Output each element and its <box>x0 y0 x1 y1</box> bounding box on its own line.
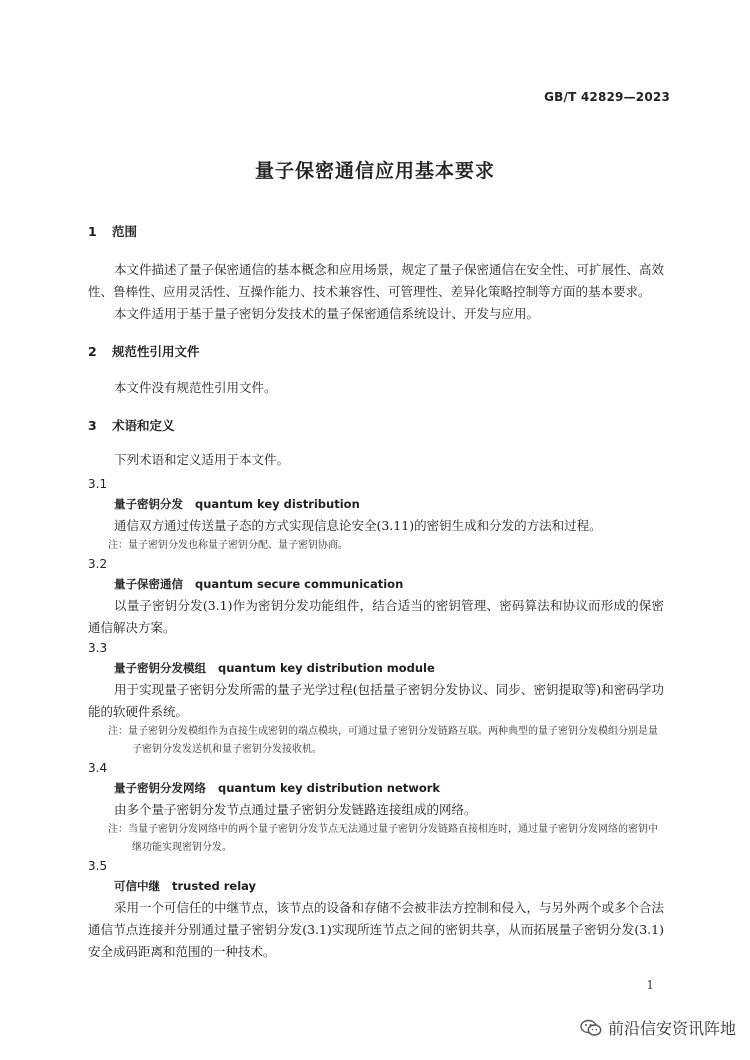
section-heading-2 <box>88 342 664 360</box>
term-number: 3.5 <box>88 859 108 873</box>
term-entry-3-5 <box>88 857 664 963</box>
document-body <box>88 222 664 963</box>
paragraph: 本文件适用于基于量子密钥分发技术的量子保密通信系统设计、开发与应用。 <box>114 306 540 321</box>
term-entry-3-3 <box>88 639 664 759</box>
section-title: 规范性引用文件 <box>112 344 200 359</box>
term-entry-3-2 <box>88 555 664 639</box>
term-zh: 量子密钥分发模组 <box>114 661 206 675</box>
watermark-text: 前沿信安资讯阵地 <box>607 1019 736 1038</box>
term-number: 3.3 <box>88 641 108 655</box>
term-zh: 量子保密通信 <box>114 577 183 591</box>
term-entry-3-4 <box>88 759 664 857</box>
term-heading <box>88 573 664 595</box>
section-number: 3 <box>88 418 97 433</box>
document-title: 量子保密通信应用基本要求 <box>254 160 495 182</box>
paragraph: 下列术语和定义适用于本文件。 <box>114 452 290 467</box>
term-note: 注：量子密钥分发模组作为直接生成密钥的端点模块，可通过量子密钥分发链路互联。两种典型的量子密钥分发模组分别是量子密钥分发发送机和量子密钥分发接收机。 <box>108 726 658 755</box>
term-definition: 通信双方通过传送量子态的方式实现信息论安全(3.11)的密钥生成和分发的方法和过程。 <box>114 518 602 533</box>
term-heading <box>88 875 664 897</box>
term-zh: 量子密钥分发网络 <box>114 781 206 795</box>
term-en: quantum secure communication <box>195 577 404 591</box>
standard-number: GB/T 42829—2023 <box>544 90 670 104</box>
term-en: quantum key distribution <box>195 497 360 511</box>
term-number: 3.2 <box>88 557 108 571</box>
term-number: 3.4 <box>88 761 108 775</box>
watermark <box>580 1016 736 1039</box>
term-definition: 以量子密钥分发(3.1)作为密钥分发功能组件，结合适当的密钥管理、密码算法和协议而形成的保密通信解决方案。 <box>88 598 664 635</box>
term-heading <box>88 777 664 799</box>
term-definition: 由多个量子密钥分发节点通过量子密钥分发链路连接组成的网络。 <box>114 802 477 817</box>
section-title: 范围 <box>112 224 138 239</box>
wechat-icon <box>580 1019 602 1037</box>
section-number: 1 <box>88 224 97 239</box>
term-definition: 用于实现量子密钥分发所需的量子光学过程(包括量子密钥分发协议、同步、密钥提取等)和密码学功能的软硬件系统。 <box>88 682 664 719</box>
term-heading <box>88 657 664 679</box>
term-definition: 采用一个可信任的中继节点，该节点的设备和存储不会被非法方控制和侵入，与另外两个或多个合法通信节点连接并分别通过量子密钥分发(3.1)实现所连节点之间的密钥共享，从而拓展量子密钥分发(3.1)安全成码距离和范围的一种技术。 <box>88 900 665 959</box>
term-note: 注：量子密钥分发也称量子密钥分配、量子密钥协商。 <box>108 540 348 551</box>
paragraph: 本文件没有规范性引用文件。 <box>114 380 277 395</box>
section-heading-1 <box>88 222 664 240</box>
term-en: trusted relay <box>172 879 257 893</box>
page-number: 1 <box>646 978 654 992</box>
term-entry-3-1 <box>88 475 664 555</box>
paragraph: 本文件描述了量子保密通信的基本概念和应用场景，规定了量子保密通信在安全性、可扩展性、高效性、鲁棒性、应用灵活性、互操作能力、技术兼容性、可管理性、差异化策略控制等方面的基本要求。 <box>88 262 665 299</box>
section-heading-3 <box>88 416 664 434</box>
term-zh: 可信中继 <box>114 879 160 893</box>
term-zh: 量子密钥分发 <box>114 497 183 511</box>
term-heading <box>88 493 664 515</box>
section-title: 术语和定义 <box>112 418 175 433</box>
term-en: quantum key distribution network <box>218 781 441 795</box>
section-number: 2 <box>88 344 97 359</box>
term-en: quantum key distribution module <box>218 661 435 675</box>
term-note: 注：当量子密钥分发网络中的两个量子密钥分发节点无法通过量子密钥分发链路直接相连时，通过量子密钥分发网络的密钥中继功能实现密钥分发。 <box>108 824 658 853</box>
term-number: 3.1 <box>88 477 108 491</box>
